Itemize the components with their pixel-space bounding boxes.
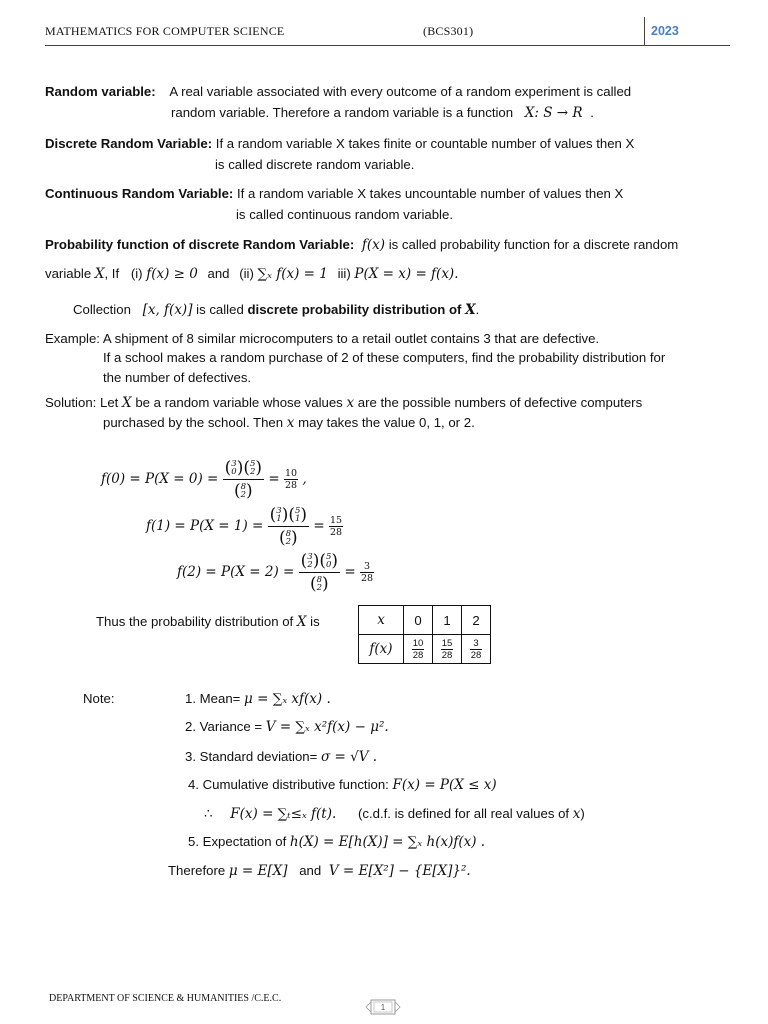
def-random-variable-text2: random variable. Therefore a random variable is a function (171, 105, 514, 120)
eq2-result (360, 561, 374, 584)
solution-text1b: be a random variable whose values (135, 395, 343, 410)
table-row (359, 606, 491, 635)
def-continuous-term: Continuous Random Variable: (45, 186, 234, 201)
eq1-b1-top: 3 (276, 506, 282, 516)
fx1-num: 15 (441, 637, 453, 649)
header-rule (45, 45, 730, 46)
example-line1 (45, 331, 599, 346)
note-5-text: 5. Expectation of (188, 834, 287, 849)
table-cell-x0: 0 (404, 606, 433, 635)
eq1-result (329, 515, 343, 538)
def-pf-text1: is called probability function for a discrete random (388, 237, 679, 252)
equation-f1: f(1) = P(X = 1) = (3 1)(5 1) (8 2) = $\frac{15}{28}$ (146, 505, 343, 548)
eq1-den-top: 8 (285, 529, 292, 539)
note-3-text: 3. Standard deviation= (185, 749, 318, 764)
def-random-variable-term: Random variable: (45, 84, 156, 99)
note-6-and: and (299, 863, 322, 878)
note-4b-x: x (572, 806, 581, 822)
def-random-variable-line2 (171, 105, 594, 121)
def-pf-cond3: P(X = x) = f(x). (354, 266, 459, 282)
note-6-math1: μ = E[X] (228, 863, 288, 879)
def-random-variable-text1: A real variable associated with every outcome of a random experiment is called (169, 84, 632, 99)
notes-label: Note: (83, 691, 115, 706)
example-text3: the number of defectives. (103, 370, 252, 385)
table-head-x: x (359, 606, 404, 635)
page-number: 1 (380, 1003, 386, 1012)
solution-text1a: Let (100, 395, 119, 410)
fx0-num: 10 (412, 637, 424, 649)
eq0-num: 10 (284, 468, 298, 479)
eq1-num: 15 (329, 515, 343, 526)
eq1-b1-bot: 1 (276, 514, 282, 524)
note-4-math: F(x) = P(X ≤ x) (392, 777, 497, 793)
eq2-combination-fraction: (3 2)(5 0) (8 2) (300, 551, 339, 594)
eq1-combination-fraction: (3 1)(5 1) (8 2) (269, 505, 308, 548)
eq2-b1-bot: 2 (307, 560, 313, 570)
eq2-den-bot: 2 (316, 583, 323, 593)
note-4b-end: ) (580, 806, 585, 821)
def-pf-math-X: X (94, 266, 105, 282)
table-head-fx: f(x) (359, 635, 404, 664)
table-cell-fx1 (433, 635, 462, 664)
note-1-math: μ = ∑ₓ xf(x) . (244, 691, 331, 707)
def-pf-cond1: f(x) ≥ 0 (146, 266, 198, 282)
def-continuous-text2: is called continuous random variable. (236, 207, 453, 222)
distribution-lead-var: X (296, 614, 307, 630)
note-4-text: 4. Cumulative distributive function: (188, 777, 389, 792)
solution-math-x2: x (286, 415, 295, 431)
eq1-b2-bot: 1 (294, 514, 301, 524)
table-cell-fx0 (404, 635, 433, 664)
def-pf-math-fx: f(x) (361, 237, 386, 253)
fx2-num: 3 (470, 638, 483, 650)
note-1-text: 1. Mean= (185, 691, 241, 706)
eq0-b1-top: 3 (231, 459, 237, 469)
eq2-b2-bot: 0 (325, 560, 332, 570)
def-pf-text2a: variable (45, 266, 92, 281)
eq2-b2-top: 5 (325, 552, 332, 562)
def-probability-function-line1 (45, 237, 678, 253)
table-cell-x1: 1 (433, 606, 462, 635)
def-random-variable-math: X: S → R (524, 105, 583, 121)
def-random-variable-line1 (45, 84, 631, 99)
eq2-num: 3 (360, 561, 374, 573)
note-4b-therefore: ∴ (204, 806, 213, 822)
def-pf-cond2: ∑ₓ f(x) = 1 (257, 266, 328, 282)
eq0-b1-bot: 0 (231, 467, 237, 477)
example-text2: If a school makes a random purchase of 2 of these computers, find the probability distribution for (103, 350, 666, 365)
def-probability-function-line2 (45, 266, 459, 282)
collection-bold-var: X (465, 302, 476, 318)
eq1-lhs: f(1) = P(X = 1) = (146, 518, 264, 534)
distribution-lead (96, 614, 320, 630)
def-continuous-line1 (45, 186, 623, 201)
solution-text2a: purchased by the school. Then (103, 415, 284, 430)
header-course-code: (BCS301) (423, 24, 474, 38)
def-discrete-line1 (45, 136, 634, 151)
eq2-den-top: 8 (316, 575, 323, 585)
table-row (359, 635, 491, 664)
table-cell-x2: 2 (462, 606, 491, 635)
note-4b-text: (c.d.f. is defined for all real values of (357, 806, 570, 821)
def-discrete-text2: is called discrete random variable. (215, 157, 415, 172)
def-random-variable-end: . (590, 105, 594, 120)
collection-end: . (475, 302, 480, 317)
note-4b (204, 806, 585, 822)
def-pf-and: and (207, 266, 230, 281)
footer-department: DEPARTMENT OF SCIENCE & HUMANITIES /C.E.C. (49, 993, 282, 1004)
collection-math: [x, f(x)] (142, 302, 193, 318)
distribution-lead-text: Thus the probability distribution of (96, 614, 294, 629)
example-label: Example: (45, 331, 100, 346)
note-4b-math: F(x) = ∑ₜ≤ₓ f(t). (230, 806, 337, 822)
eq0-combination-fraction: (3 0)(5 2) (8 2) (224, 458, 263, 501)
def-pf-text2b: , If (104, 266, 120, 281)
solution-line1 (45, 395, 642, 411)
distribution-table (358, 605, 491, 664)
fx2-den: 28 (470, 649, 482, 661)
eq1-b2-top: 5 (294, 506, 301, 516)
note-1 (185, 691, 331, 707)
note-6-text: Therefore (168, 863, 226, 878)
eq0-b2-top: 5 (249, 459, 256, 469)
solution-math-x: x (346, 395, 355, 411)
collection-label: Collection (73, 302, 131, 317)
eq0-tail: , (302, 471, 307, 487)
solution-label: Solution: (45, 395, 97, 410)
collection-line (73, 302, 479, 318)
eq0-den-top: 8 (240, 482, 247, 492)
def-discrete-term: Discrete Random Variable: (45, 136, 213, 151)
eq0-b2-bot: 2 (249, 467, 256, 477)
equation-f0: f(0) = P(X = 0) = (3 0)(5 2) (8 2) = $\frac{10}{28}$ , (101, 458, 307, 501)
note-3-math: σ = √V . (321, 749, 378, 765)
equation-f2: f(2) = P(X = 2) = (3 2)(5 0) (8 2) = $\frac{3}{28}$ (177, 551, 374, 594)
header-year: 2023 (651, 24, 679, 38)
table-cell-fx2 (462, 635, 491, 664)
def-pf-cond3-label: iii) (337, 266, 351, 281)
solution-text1c: are the possible numbers of defective computers (357, 395, 643, 410)
note-2 (185, 719, 389, 735)
distribution-lead-is: is (310, 614, 320, 629)
solution-math-X: X (122, 395, 132, 411)
note-2-math: V = ∑ₓ x²f(x) − μ². (265, 719, 389, 735)
example-text1: A shipment of 8 similar microcomputers to a retail outlet contains 3 that are defective. (102, 331, 600, 346)
note-6-math2: V = E[X²] − {E[X]}². (328, 863, 471, 879)
note-2-text: 2. Variance = (185, 719, 263, 734)
eq1-den: 28 (329, 527, 343, 538)
def-continuous-text1: If a random variable X takes uncountable number of values then X (236, 186, 624, 201)
def-probability-function-term: Probability function of discrete Random Variable: (45, 237, 355, 252)
header-divider (644, 17, 645, 46)
def-pf-cond1-label: (i) (130, 266, 143, 281)
note-3 (185, 749, 377, 765)
eq1-den-bot: 2 (285, 537, 292, 547)
solution-text2b: may takes the value 0, 1, or 2. (298, 415, 475, 430)
eq2-den: 28 (360, 573, 374, 584)
note-5-math: h(X) = E[h(X)] = ∑ₓ h(x)f(x) . (289, 834, 486, 850)
header-course-title: MATHEMATICS FOR COMPUTER SCIENCE (45, 24, 285, 38)
eq0-result (284, 468, 298, 491)
collection-bold: discrete probability distribution of (247, 302, 462, 317)
eq0-lhs: f(0) = P(X = 0) = (101, 471, 219, 487)
note-5 (188, 834, 485, 850)
fx1-den: 28 (441, 649, 453, 661)
collection-text: is called (196, 302, 244, 317)
note-6 (168, 863, 471, 879)
eq0-den: 28 (284, 480, 298, 491)
eq2-lhs: f(2) = P(X = 2) = (177, 564, 295, 580)
def-pf-cond2-label: (ii) (239, 266, 254, 281)
solution-line2 (103, 415, 475, 431)
note-4 (188, 777, 497, 793)
eq0-den-bot: 2 (240, 490, 247, 500)
fx0-den: 28 (412, 649, 424, 661)
def-discrete-text1: If a random variable X takes finite or countable number of values then X (215, 136, 635, 151)
eq2-b1-top: 3 (307, 552, 313, 562)
